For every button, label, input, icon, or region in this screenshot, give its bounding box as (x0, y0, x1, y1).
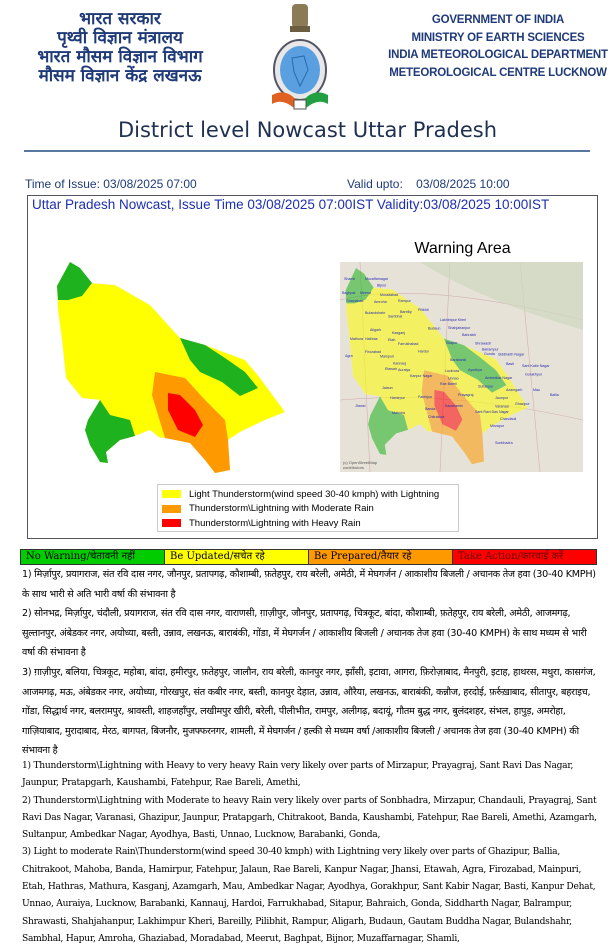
district-label: Ghaziabad (346, 299, 364, 303)
warning-scale (20, 549, 597, 565)
district-label: Basti (506, 362, 514, 366)
district-label: Jaunpur (495, 396, 508, 400)
district-label: Amroha (374, 300, 387, 304)
district-label: Prayagraj (458, 393, 474, 397)
district-label: Auraiya (398, 368, 411, 372)
district-label: Muzaffarnagar (365, 277, 389, 281)
district-label: Sultanpur (478, 384, 494, 389)
district-label: Fatehpur (418, 395, 433, 399)
english-line: GOVERNMENT OF INDIA (431, 14, 565, 26)
district-label: Mathura (350, 337, 364, 341)
osm-credit: (c) OpenStreetMap contributors (343, 460, 378, 470)
legend-swatch (162, 490, 181, 498)
legend-item (162, 487, 458, 502)
district-label: Rae Bareli (440, 382, 457, 386)
district-label: Balrampur (482, 347, 499, 352)
english-warnings (22, 758, 602, 948)
valid-upto: Valid upto: 03/08/2025 10:00 (347, 177, 510, 191)
district-label: Unnao (448, 376, 459, 381)
district-label: Shahjahanpur (448, 326, 471, 330)
district-label: Hardoi (418, 349, 429, 354)
warning-level-be-prepared: Be Prepared/तैयार रहे (309, 550, 453, 564)
district-label: Rampur (398, 299, 411, 303)
district-label: Kannauj (393, 361, 407, 366)
district-label: Sonbhadra (495, 441, 513, 445)
district-label: Lucknow (445, 369, 460, 373)
district-label: Ambedkar Nagar (485, 376, 513, 380)
warning-level-take-action: Take Action/कारवाई करें (453, 550, 596, 564)
page-title: District level Nowcast Uttar Pradesh (117, 118, 498, 142)
district-label: Kasganj (392, 331, 405, 335)
district-label: Agra (345, 354, 353, 358)
district-label: Chandauli (500, 417, 517, 421)
warning-area-title: Warning Area (414, 240, 511, 257)
district-label: Sant Ravi Das Nagar (475, 410, 509, 414)
legend-item (162, 502, 458, 517)
district-label: Ayodhya (468, 368, 482, 372)
district-label: Bareilly (400, 310, 412, 314)
district-label: Etawah (385, 367, 397, 371)
district-label: Ghazipur (515, 402, 530, 406)
district-label: Mahoba (392, 411, 405, 415)
legend-label: Thunderstorm\Lightning with Heavy Rain (189, 517, 361, 529)
district-label: Kaushambi (445, 404, 463, 408)
english-line: MINISTRY OF EARTH SCIENCES (411, 31, 585, 44)
district-label: Hamirpur (390, 396, 405, 400)
english-warning-item: 1) Thunderstorm\Lightning with Heavy to very heavy Rain very likely over parts of Mirzapur, Prayagraj, Sant Ravi Das Nagar, Jaunpur, Pratapgarh, Kaushambi, Fatehpur, Rae Bareli, Amethi, (22, 761, 574, 789)
warning-level-no-warning: No Warning/चेतावनी नहीं (21, 550, 165, 564)
district-label: Sambhal (388, 314, 403, 319)
time-of-issue: Time of Issue: 03/08/2025 07:00 (25, 177, 197, 191)
legend-item (162, 516, 458, 531)
district-label: Meerut (360, 291, 372, 295)
district-label: Baghpat (342, 291, 356, 295)
map-legend (157, 484, 459, 532)
district-label: Gorakhpur (525, 372, 542, 377)
legend-swatch (162, 505, 181, 513)
district-label: Sitapur (446, 341, 458, 345)
district-label: Lakhimpur Kheri (440, 318, 467, 322)
legend-label: Light Thunderstorm(wind speed 30-40 kmph) with Lightning (189, 488, 440, 500)
district-label: Mau (533, 388, 540, 392)
hindi-warning-item: 2) सोनभद्र, मिर्ज़ापुर, चंदौली, प्रयागराज, संत रवि दास नगर, वाराणसी, ग़ाज़ीपुर, जौनपुर, प्रतापगढ़, चित्रकूट, बांदा, कौशाम्बी, फ़तेहपुर, राय बरेली, अमेठी, आजमगढ़, सुल्तानपुर, अंबेडकर नगर, अयोध्या, बस्ती, उन्नाव, लखनऊ, बाराबंकी, गोंडा, में मेघगर्जन / आकाशीय बिजली / अचानक तेज हवा (30-40 KMPH) के साथ मध्यम से भारी वर्षा की संभावना है (22, 608, 587, 659)
hindi-warning-item: 3) ग़ाज़ीपुर, बलिया, चित्रकूट, महोबा, बांदा, हमीरपुर, फ़तेहपुर, जालौन, राय बरेली, कानपुर नगर, झाँसी, इटावा, आगरा, फ़िरोज़ाबाद, मैनपुरी, इटाह, हाथरस, मथुरा, कासगंज, आजमगढ़, मऊ, अंबेडकर नगर, अयोध्या, गोरखपुर, संत कबीर नगर, बस्ती, कानपुर देहात, उन्नाव, औरैया, लखनऊ, बाराबंकी, कन्नौज, हरदोई, फ़र्रुख़ाबाद, सीतापुर, बहराइच, गोंडा, सिद्धार्थ नगर, बलरामपुर, श्रावस्ती, शाहजहाँपुर, लखीमपुर खीरी, बरेली, पीलीभीत, रामपुर, अलीगढ़, बदायूं, गौतम बुद्ध नगर, बुलंदशहर, संभल, हापुड़, अमरोहा, गाज़ियाबाद, मुरादाबाद, मेरठ, बागपत, बिजनौर, मुजफ्फरनगर, शामली, में मेघगर्जन / हल्की से मध्यम वर्षा /आकाशीय बिजली / अचानक तेज हवा (30-40 KMPH) की संभावना है (22, 666, 596, 757)
hindi-line: पृथ्वी विज्ञान मंत्रालय (57, 28, 183, 48)
district-label: Chitrakoot (428, 415, 445, 419)
district-label: Shrawasti (475, 341, 491, 346)
district-label: Varanasi (495, 404, 509, 409)
district-label: Firozabad (365, 350, 381, 354)
hindi-line: भारत मौसम विज्ञान विभाग (37, 47, 203, 67)
district-label: Bulandshahr (365, 311, 386, 315)
district-label: Pilibhit (418, 308, 429, 312)
district-label: Sant Kabir Nagar (522, 364, 550, 368)
district-label: Barabanki (450, 358, 467, 362)
district-label: Moradabad (380, 293, 399, 297)
district-label: Jalaun (382, 386, 393, 390)
legend-swatch (162, 519, 181, 527)
district-label: Bahraich (462, 333, 477, 337)
warning-level-be-updated: Be Updated/सचेत रहे (165, 550, 309, 564)
hindi-line: मौसम विज्ञान केंद्र लखनऊ (38, 66, 202, 86)
english-line: INDIA METEOROLOGICAL DEPARTMENT (388, 49, 608, 61)
english-warning-item: 2) Thunderstorm\Lightning with Moderate to heavy Rain very likely over parts of Sonbhadra, Mirzapur, Chandauli, Prayagraj, Sant Ravi Das Nagar, Varanasi, Ghazipur, Jaunpur, Pratapgarh, Chitrakoot, Banda, Kaushambi, Fatehpur, Rae Bareli, Amethi, Azamgarh, Sultanpur, Ambedkar Nagar, Ayodhya, Basti, Unnao, Lucknow, Barabanki, Gonda, (22, 795, 597, 841)
district-label: Mirzapur (490, 424, 504, 428)
district-label: Budaun (428, 326, 441, 331)
district-label: Kanpur Nagar (410, 374, 433, 378)
district-label: Mainpuri (380, 354, 394, 359)
english-line: METEOROLOGICAL CENTRE LUCKNOW (389, 66, 607, 79)
district-label: Shamli (344, 277, 355, 281)
district-label: Bijnor (377, 283, 387, 288)
nowcast-map (57, 262, 285, 473)
district-label: Siddharth Nagar (498, 352, 525, 357)
district-label: Hathras (365, 337, 378, 341)
district-label: Farrukhabad (398, 342, 419, 346)
legend-label: Thunderstorm\Lightning with Moderate Rain (189, 503, 374, 515)
english-warning-item: 3) Light to moderate Rain\Thunderstorm(wind speed 30-40 kmph) with Lightning very likely over parts of Ghazipur, Ballia, Chitrakoot, Mahoba, Banda, Hamirpur, Fatehpur, Jalaun, Rae Bareli, Kanpur Nagar, Jhansi, Etawah, Agra, Firozabad, Mainpuri, Etah, Hathras, Mathura, Kasganj, Azamgarh, Mau, Ambedkar Nagar, Ayodhya, Gorakhpur, Sant Kabir Nagar, Basti, Kanpur Dehat, Unnao, Auraiya, Lucknow, Barabanki, Kannauj, Hardoi, Farrukhabad, Sitapur, Bahraich, Gonda, Siddharth Nagar, Balrampur, Shrawasti, Shahjahanpur, Lakhimpur Kheri, Bareilly, Pilibhit, Rampur, Aligarh, Budaun, Gautam Buddha Nagar, Bulandshahr, Sambhal, Hapur, Amroha, Ghaziabad, Moradabad, Meerut, Baghpat, Bijnor, Muzaffarnagar, Shamli, (22, 847, 596, 944)
district-label: Jhansi (355, 404, 366, 408)
district-label: Azamgarh (506, 388, 523, 392)
district-label: Banda (425, 407, 436, 411)
district-label: Aligarh (370, 328, 382, 332)
district-label: Gonda (484, 352, 495, 356)
map-panel-title: Uttar Pradesh Nowcast, Issue Time 03/08/2025 07:00IST Validity:03/08/2025 10:00IST (32, 197, 550, 212)
district-label: Etah (388, 338, 396, 342)
hindi-warning-item: 1) मिर्ज़ापुर, प्रयागराज, संत रवि दास नगर, जौनपुर, प्रतापगढ़, कौशाम्बी, फ़तेहपुर, राय बरेली, अमेठी, में मेघगर्जन / आकाशीय बिजली / अचानक तेज हवा (30-40 KMPH) के साथ भारी से अति भारी वर्षा की संभावना है (22, 569, 596, 600)
hindi-line: भारत सरकार (79, 9, 161, 29)
hindi-warnings (22, 565, 602, 761)
district-label: Ballia (550, 393, 559, 397)
